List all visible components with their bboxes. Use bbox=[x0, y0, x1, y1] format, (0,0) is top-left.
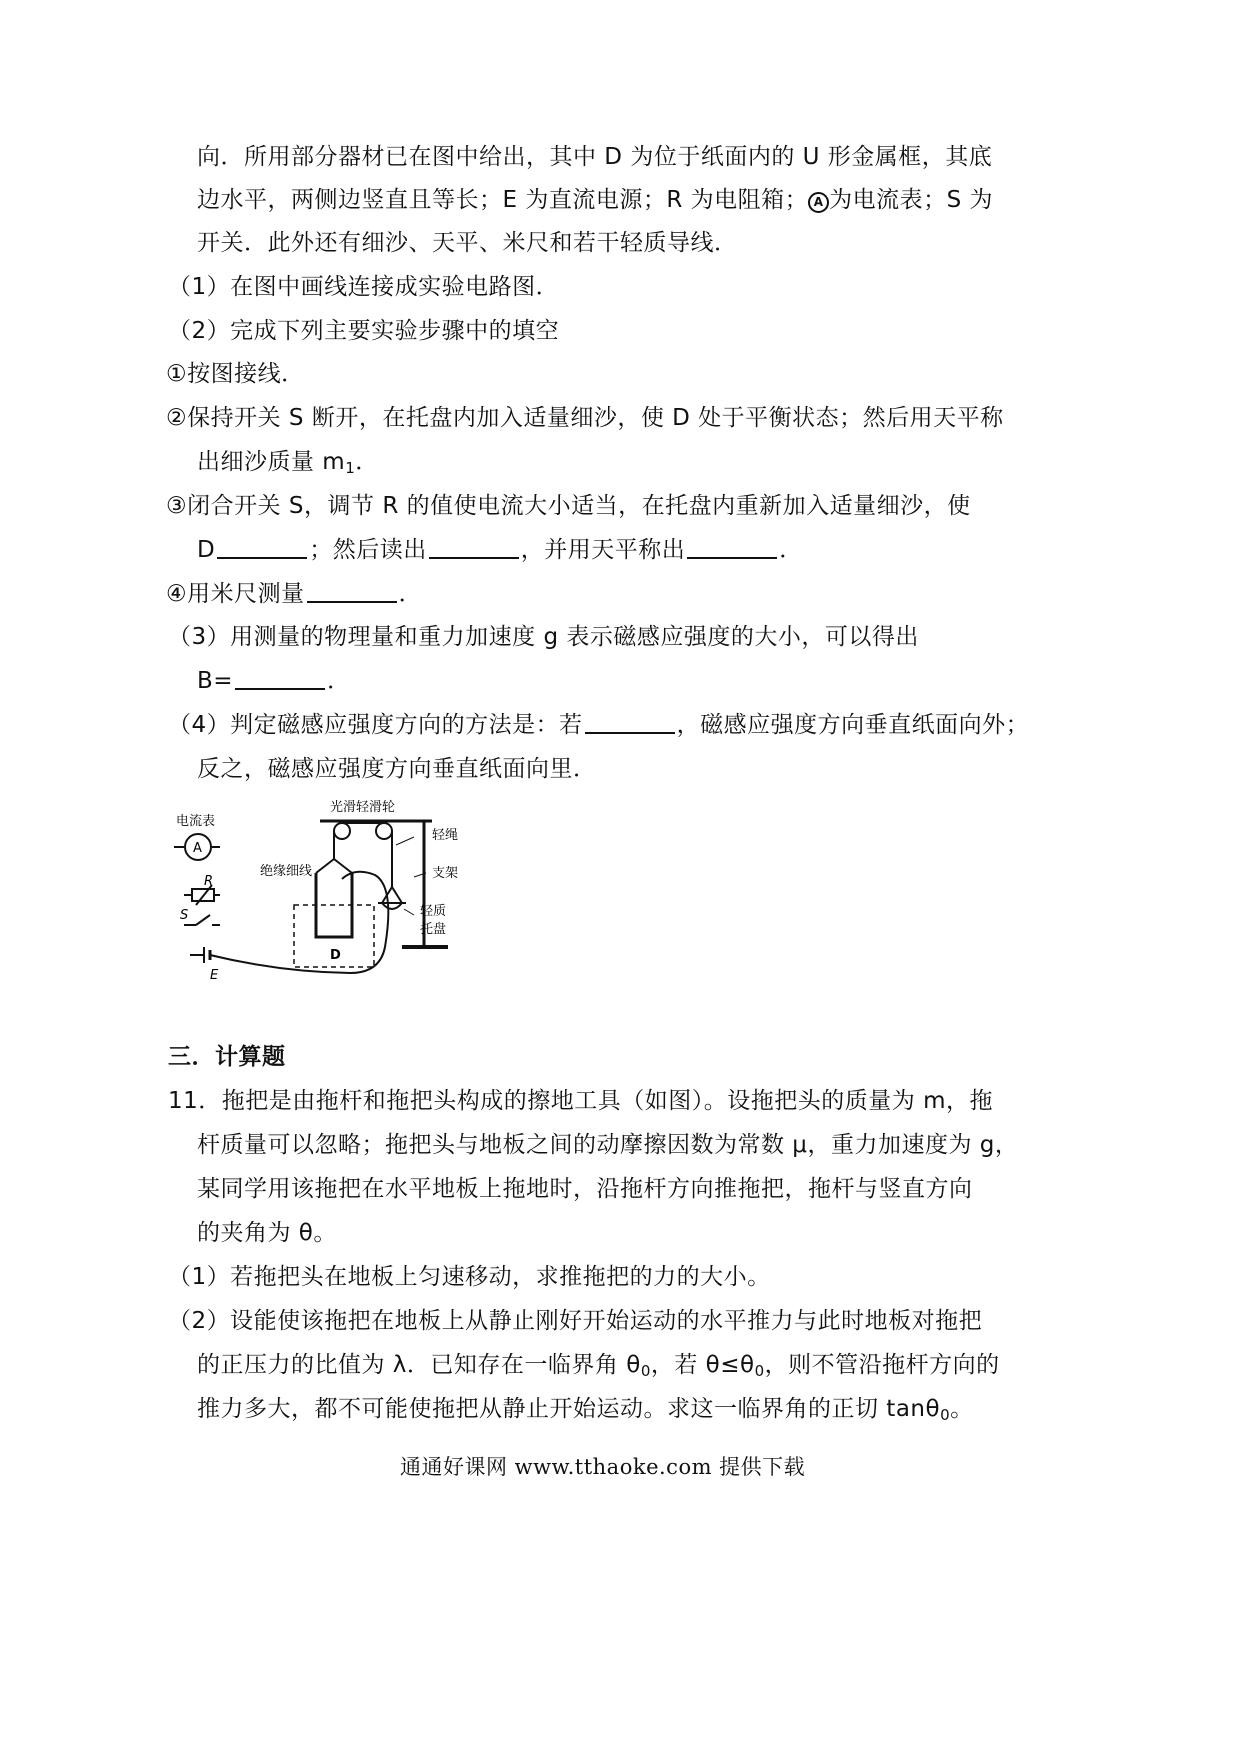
q11-part-2a: （2）设能使该拖把在地板上从静止刚好开始运动的水平推力与此时地板对拖把 bbox=[168, 1308, 983, 1334]
q10-step-2b-end: ． bbox=[355, 449, 379, 475]
q11-line-3: 某同学用该拖把在水平地板上拖地时，沿拖杆方向推拖把，拖杆与竖直方向 bbox=[197, 1176, 973, 1202]
q11-part-2b-mid: ，若 θ≤θ bbox=[650, 1352, 755, 1378]
q10-line-2b: 为电流表；S 为 bbox=[829, 187, 994, 213]
q11-part-2b-sub1: 0 bbox=[640, 1362, 651, 1380]
q10-part-3b bbox=[197, 666, 351, 696]
q11-line-1: 11．拖把是由拖杆和拖把头构成的擦地工具（如图）。设拖把头的质量为 m，拖 bbox=[168, 1088, 993, 1114]
q10-step-2b bbox=[197, 447, 379, 483]
rope-label: 轻绳 bbox=[432, 828, 459, 843]
tray-label-1: 轻质 bbox=[420, 904, 447, 919]
pulley-label: 光滑轻滑轮 bbox=[330, 800, 396, 815]
q10-step-4 bbox=[166, 579, 422, 609]
section-heading: 三．计算题 bbox=[168, 1044, 286, 1070]
q10-part-4a-text: （4）判定磁感应强度方向的方法是：若 bbox=[168, 712, 583, 738]
q10-step-3b-weigh: ，并用天平称出 bbox=[520, 537, 686, 563]
stand-label: 支架 bbox=[432, 866, 459, 881]
circuit-diagram bbox=[170, 797, 480, 987]
q10-line-2 bbox=[197, 185, 993, 215]
thread-label: 绝缘细线 bbox=[260, 864, 313, 879]
q11-part-2c-text: 推力多大，都不可能使拖把从静止开始运动。求这一临界角的正切 tanθ bbox=[197, 1396, 941, 1422]
q10-step-3b-read: ；然后读出 bbox=[309, 537, 427, 563]
ammeter-letter: A bbox=[193, 841, 202, 856]
q11-part-2b-sub2: 0 bbox=[754, 1362, 765, 1380]
tray-label-2: 托盘 bbox=[420, 922, 447, 937]
switch-label: S bbox=[180, 908, 189, 923]
page-footer: 通通好课网 www.tthaoke.com 提供下载 bbox=[400, 1455, 806, 1479]
q10-part-1: （1）在图中画线连接成实验电路图． bbox=[168, 274, 560, 300]
answer-blank bbox=[217, 555, 307, 559]
battery-label: E bbox=[210, 968, 219, 983]
q11-part-2b-end: ，则不管沿拖杆方向的 bbox=[764, 1352, 1000, 1378]
q11-part-1: （1）若拖把头在地板上匀速移动，求推拖把的力的大小。 bbox=[168, 1264, 771, 1290]
q10-step-1: ①按图接线． bbox=[166, 361, 305, 387]
q10-step-2b-subscript: 1 bbox=[345, 459, 356, 477]
q10-part-3b-text: B= bbox=[197, 668, 234, 694]
q10-step-3b-d: D bbox=[197, 537, 216, 563]
q11-line-2: 杆质量可以忽略；拖把头与地板之间的动摩擦因数为常数 μ，重力加速度为 g， bbox=[197, 1132, 1019, 1158]
ammeter-symbol-icon: A bbox=[808, 192, 829, 213]
q11-part-2c bbox=[197, 1394, 974, 1430]
q10-line-3: 开关．此外还有细沙、天平、米尺和若干轻质导线． bbox=[197, 230, 738, 256]
q10-step-3a: ③闭合开关 S，调节 R 的值使电流大小适当，在托盘内重新加入适量细沙，使 bbox=[166, 493, 971, 519]
q10-step-3b-end: ． bbox=[779, 537, 803, 563]
q10-part-4a bbox=[168, 710, 1029, 740]
q10-step-4-text: ④用米尺测量 bbox=[166, 581, 305, 607]
q10-part-2: （2）完成下列主要实验步骤中的填空 bbox=[168, 318, 560, 344]
q10-part-4a-end: ，磁感应强度方向垂直纸面向外； bbox=[676, 712, 1030, 738]
q10-step-2a: ②保持开关 S 断开，在托盘内加入适量细沙，使 D 处于平衡状态；然后用天平称 bbox=[166, 405, 1004, 431]
answer-blank bbox=[429, 555, 519, 559]
resistor-label: R bbox=[204, 874, 214, 889]
q10-step-2b-text: 出细沙质量 m bbox=[197, 449, 346, 475]
q10-part-3b-end: ． bbox=[327, 668, 351, 694]
q10-line-1: 向．所用部分器材已在图中给出，其中 D 为位于纸面内的 U 形金属框，其底 bbox=[197, 144, 993, 170]
q10-step-4-end: ． bbox=[398, 581, 423, 607]
q10-step-3b bbox=[197, 535, 803, 565]
q10-line-2a: 边水平，两侧边竖直且等长；E 为直流电源；R 为电阻箱； bbox=[197, 187, 809, 213]
answer-blank bbox=[235, 686, 325, 690]
answer-blank bbox=[307, 599, 397, 603]
q11-part-2b-text: 的正压力的比值为 λ．已知存在一临界角 θ bbox=[197, 1352, 641, 1378]
answer-blank bbox=[585, 730, 675, 734]
q11-part-2c-sub: 0 bbox=[940, 1406, 951, 1424]
answer-blank bbox=[687, 555, 777, 559]
q10-part-3a: （3）用测量的物理量和重力加速度 g 表示磁感应强度的大小，可以得出 bbox=[168, 624, 919, 650]
q11-part-2b bbox=[197, 1350, 1000, 1386]
q11-part-2c-end: 。 bbox=[950, 1396, 974, 1422]
frame-label: D bbox=[330, 948, 341, 963]
ammeter-label: 电流表 bbox=[176, 814, 216, 829]
q10-part-4c: 反之，磁感应强度方向垂直纸面向里． bbox=[197, 756, 597, 782]
q11-line-4: 的夹角为 θ。 bbox=[197, 1220, 337, 1246]
